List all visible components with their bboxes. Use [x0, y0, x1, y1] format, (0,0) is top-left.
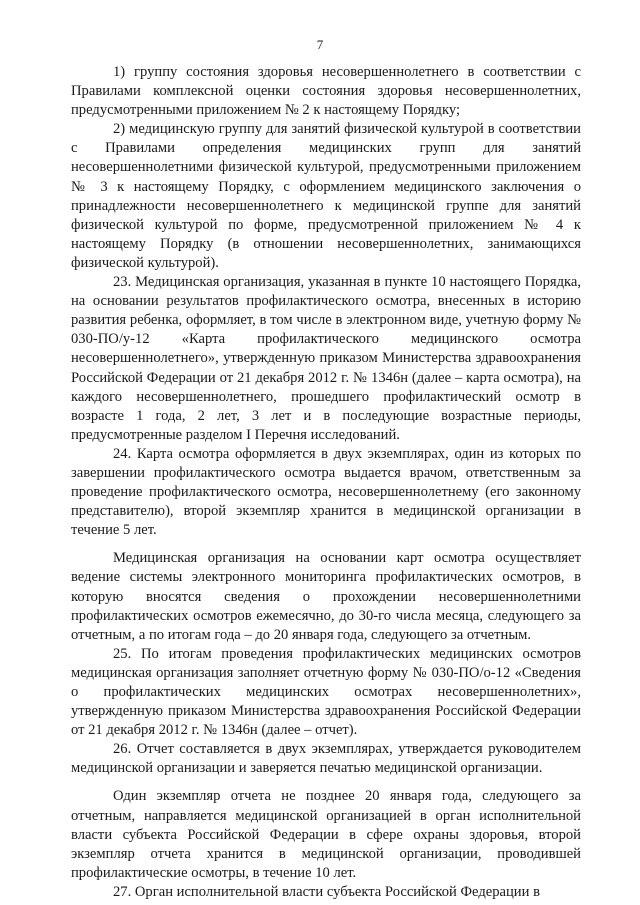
paragraph-monitoring: Медицинская организация на основании карт осмотра осуществляет ведение системы электронного мониторинга профилактических осмотров, в которую вносятся сведения о прохождении несовершеннолетними профилактических осмотров ежемесячно, до 30-го числа месяца, следующего за отчетным, а по итогам года – до 20 января года, следующего за отчетным.	[71, 550, 581, 643]
paragraph-item-27: 27. Орган исполнительной власти субъекта Российской Федерации в	[113, 883, 540, 900]
paragraph-item-24: 24. Карта осмотра оформляется в двух экземплярах, один из которых по завершении профилактического осмотра выдается врачом, ответственным за проведение профилактического осмотра, несовершеннолетнему (его законному представителю), второй экземпляр хранится в медицинской организации в течение 5 лет.	[71, 445, 581, 539]
document-body	[71, 63, 581, 902]
paragraph-item-26: 26. Отчет составляется в двух экземплярах, утверждается руководителем медицинской организации и заверяется печатью медицинской организации.	[71, 741, 581, 777]
paragraph-medical-group: 2) медицинскую группу для занятий физической культурой в соответствии с Правилами определения медицинских групп для занятий несовершеннолетними физической культурой, предусмотренными приложением № 3 к настоящему Порядку, с оформлением медицинского заключения о принадлежности несовершеннолетнего к медицинской группе для занятий физической культурой по форме, предусмотренной приложением № 4 к настоящему Порядку (в отношении несовершеннолетних, занимающихся физической культурой).	[71, 121, 581, 271]
paragraph-health-group: 1) группу состояния здоровья несовершеннолетнего в соответствии с Правилами комплексной оценки состояния здоровья несовершеннолетних, предусмотренными приложением № 2 к настоящему Порядку;	[71, 64, 581, 119]
paragraph-report-copies: Один экземпляр отчета не позднее 20 января года, следующего за отчетным, направляется медицинской организацией в орган исполнительной власти субъекта Российской Федерации в сфере охраны здоровья, второй экземпляр отчета хранится в медицинской организации, проводившей профилактические осмотры, в течение 10 лет.	[71, 788, 581, 881]
paragraph-item-23: 23. Медицинская организация, указанная в пункте 10 настоящего Порядка, на основании результатов профилактического осмотра, внесенных в историю развития ребенка, оформляет, в том числе в электронном виде, учетную форму № 030-ПО/у-12 «Карта профилактического медицинского осмотра несовершеннолетнего», утвержденную приказом Министерства здравоохранения Российской Федерации от 21 декабря 2012 г. № 1346н (далее – карта осмотра), на каждого несовершеннолетнего, прошедшего профилактический осмотр в возрасте 1 года, 2 лет, 3 лет и в последующие возрастные периоды, предусмотренные разделом I Перечня исследований.	[71, 274, 581, 443]
page-number: 7	[316, 37, 324, 52]
paragraph-item-25: 25. По итогам проведения профилактических медицинских осмотров медицинская организация заполняет отчетную форму № 030-ПО/о-12 «Сведения о профилактических медицинских осмотрах несовершеннолетних», утвержденную приказом Министерства здравоохранения Российской Федерации от 21 декабря 2012 г. № 1346н (далее – отчет).	[71, 645, 581, 739]
